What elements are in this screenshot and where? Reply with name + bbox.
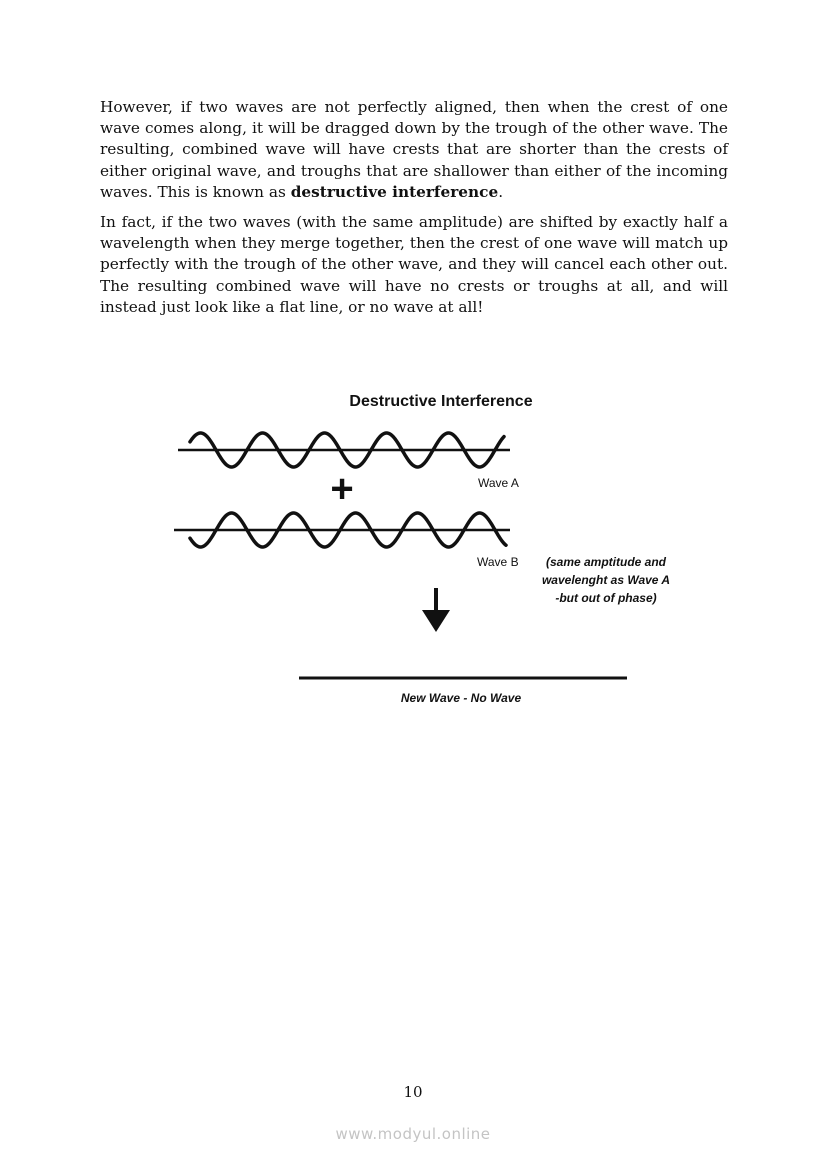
paragraph-1: However, if two waves are not perfectly aligned, then when the crest of one wave comes along, it will be dragged down by the trough of the other wave. The resulting, combined wave will have crests that are shorter than the crests of either original wave, and troughs that are shallower than either of the incoming waves. This is known as destructive interference. xyxy=(100,98,728,201)
page-number: 10 xyxy=(403,1083,423,1101)
figure-title: Destructive Interference xyxy=(349,393,533,410)
watermark: www.modyul.online xyxy=(335,1125,491,1143)
result-label: New Wave - No Wave xyxy=(400,691,522,705)
term-destructive-interference: destructive interference xyxy=(290,182,499,201)
wave-b-note-line-2: wavelenght as Wave A xyxy=(541,573,671,587)
wave-a-label: Wave A xyxy=(478,476,519,490)
paragraph-2: In fact, if the two waves (with the same amplitude) are shifted by exactly half a wavelength when they merge together, then the crest of one wave will match up perfectly with the trough of the other wave, and they will cancel each other out. The resulting combined wave will have no crests or troughs at all, and will instead just look like a flat line, or no wave at all! xyxy=(100,213,728,316)
plus-symbol: + xyxy=(330,467,354,511)
destructive-interference-figure xyxy=(0,380,826,720)
down-arrow-icon xyxy=(422,588,450,632)
wave-b-note-line-1: (same amptitude and xyxy=(545,555,667,569)
wave-b-label: Wave B xyxy=(477,555,519,569)
figure-canvas xyxy=(0,380,826,720)
wave-b-note-line-3: -but out of phase) xyxy=(555,591,657,605)
body-text xyxy=(100,97,728,327)
